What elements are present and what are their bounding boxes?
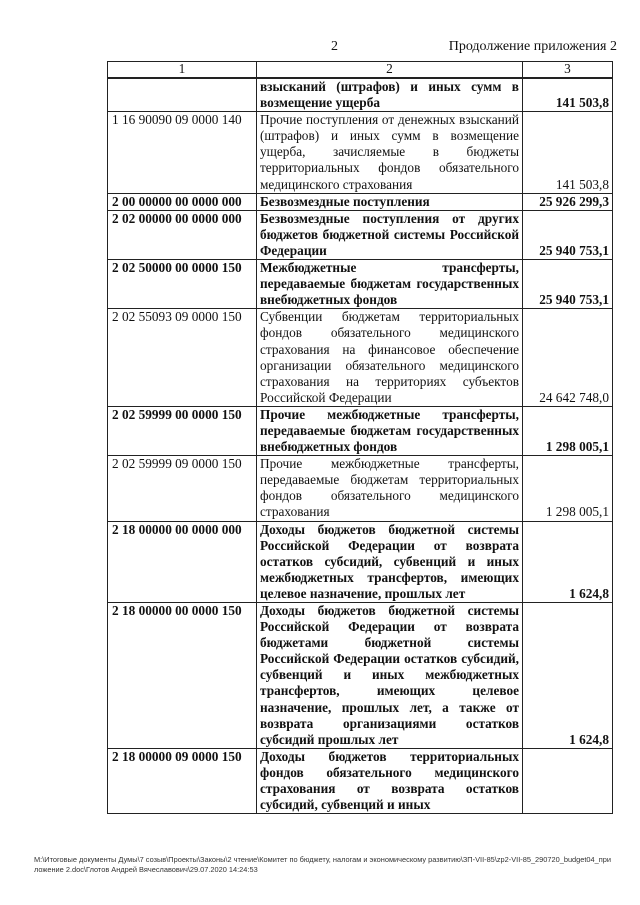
- amount-cell: [523, 748, 613, 813]
- code-cell: 2 02 59999 09 0000 150: [108, 456, 257, 521]
- table-row: [108, 406, 613, 455]
- table-row: [108, 603, 613, 749]
- amount-cell: 24 642 748,0: [523, 309, 613, 407]
- amount-cell: 141 503,8: [523, 78, 613, 112]
- amount-cell: 25 940 753,1: [523, 210, 613, 259]
- code-cell: 2 18 00000 00 0000 000: [108, 521, 257, 602]
- name-cell: Прочие межбюджетные трансферты, передаваемые бюджетам территориальных фондов обязательного медицинского страхования: [257, 456, 523, 521]
- column-header: 2: [257, 62, 523, 79]
- table-header-row: [108, 62, 613, 79]
- code-cell: [108, 78, 257, 112]
- code-cell: 2 02 00000 00 0000 000: [108, 210, 257, 259]
- name-cell: Доходы бюджетов территориальных фондов обязательного медицинского страхования от возврата остатков субсидий, субвенций и иных: [257, 748, 523, 813]
- amount-cell: 141 503,8: [523, 112, 613, 193]
- table-row: [108, 210, 613, 259]
- table-row: [108, 78, 613, 112]
- name-cell: Прочие межбюджетные трансферты, передаваемые бюджетам государственных внебюджетных фондов: [257, 406, 523, 455]
- table-row: [108, 260, 613, 309]
- name-cell: взысканий (штрафов) и иных сумм в возмещение ущерба: [257, 78, 523, 112]
- table-row: [108, 309, 613, 407]
- table-row: [108, 456, 613, 521]
- code-cell: 2 18 00000 09 0000 150: [108, 748, 257, 813]
- amount-cell: 25 940 753,1: [523, 260, 613, 309]
- table-row: [108, 521, 613, 602]
- file-path-footer: M:\Итоговые документы Думы\7 созыв\Проекты\Законы\2 чтение\Комитет по бюджету, налогам и экономическому развитию\ЗП-VII-85\zp2-VII-85_290720_budget04_приложение 2.doc\Глотов Андрей Вячеславович\29.07.2020 14:24:53: [34, 855, 612, 874]
- code-cell: 1 16 90090 09 0000 140: [108, 112, 257, 193]
- name-cell: Безвозмездные поступления от других бюджетов бюджетной системы Российской Федерации: [257, 210, 523, 259]
- column-header: 1: [108, 62, 257, 79]
- table-row: [108, 748, 613, 813]
- name-cell: Доходы бюджетов бюджетной системы Российской Федерации от возврата бюджетами бюджетной системы Российской Федерации остатков субсидий, субвенций и иных межбюджетных трансфертов, имеющих целевое назначение, прошлых лет, а также от возврата организациями остатков субсидий прошлых лет: [257, 603, 523, 749]
- page-number: 2: [331, 39, 338, 54]
- name-cell: Субвенции бюджетам территориальных фондов обязательного медицинского страхования на финансовое обеспечение организации обязательного медицинского страхования на территориях субъектов Российской Федерации: [257, 309, 523, 407]
- code-cell: 2 18 00000 00 0000 150: [108, 603, 257, 749]
- column-header: 3: [523, 62, 613, 79]
- amount-cell: 1 298 005,1: [523, 456, 613, 521]
- name-cell: Прочие поступления от денежных взысканий (штрафов) и иных сумм в возмещение ущерба, зачисляемые в бюджеты территориальных фондов обязательного медицинского страхования: [257, 112, 523, 193]
- code-cell: 2 02 50000 00 0000 150: [108, 260, 257, 309]
- table-body: [108, 78, 613, 814]
- name-cell: Доходы бюджетов бюджетной системы Российской Федерации от возврата остатков субсидий, субвенций и иных межбюджетных трансфертов, имеющих целевое назначение, прошлых лет: [257, 521, 523, 602]
- amount-cell: 1 624,8: [523, 521, 613, 602]
- table-row: [108, 193, 613, 210]
- name-cell: Безвозмездные поступления: [257, 193, 523, 210]
- name-cell: Межбюджетные трансферты, передаваемые бюджетам государственных внебюджетных фондов: [257, 260, 523, 309]
- budget-table: [107, 61, 613, 814]
- amount-cell: 1 298 005,1: [523, 406, 613, 455]
- code-cell: 2 02 59999 00 0000 150: [108, 406, 257, 455]
- code-cell: 2 02 55093 09 0000 150: [108, 309, 257, 407]
- amount-cell: 1 624,8: [523, 603, 613, 749]
- code-cell: 2 00 00000 00 0000 000: [108, 193, 257, 210]
- amount-cell: 25 926 299,3: [523, 193, 613, 210]
- continuation-label: Продолжение приложения 2: [448, 39, 617, 54]
- table-row: [108, 112, 613, 193]
